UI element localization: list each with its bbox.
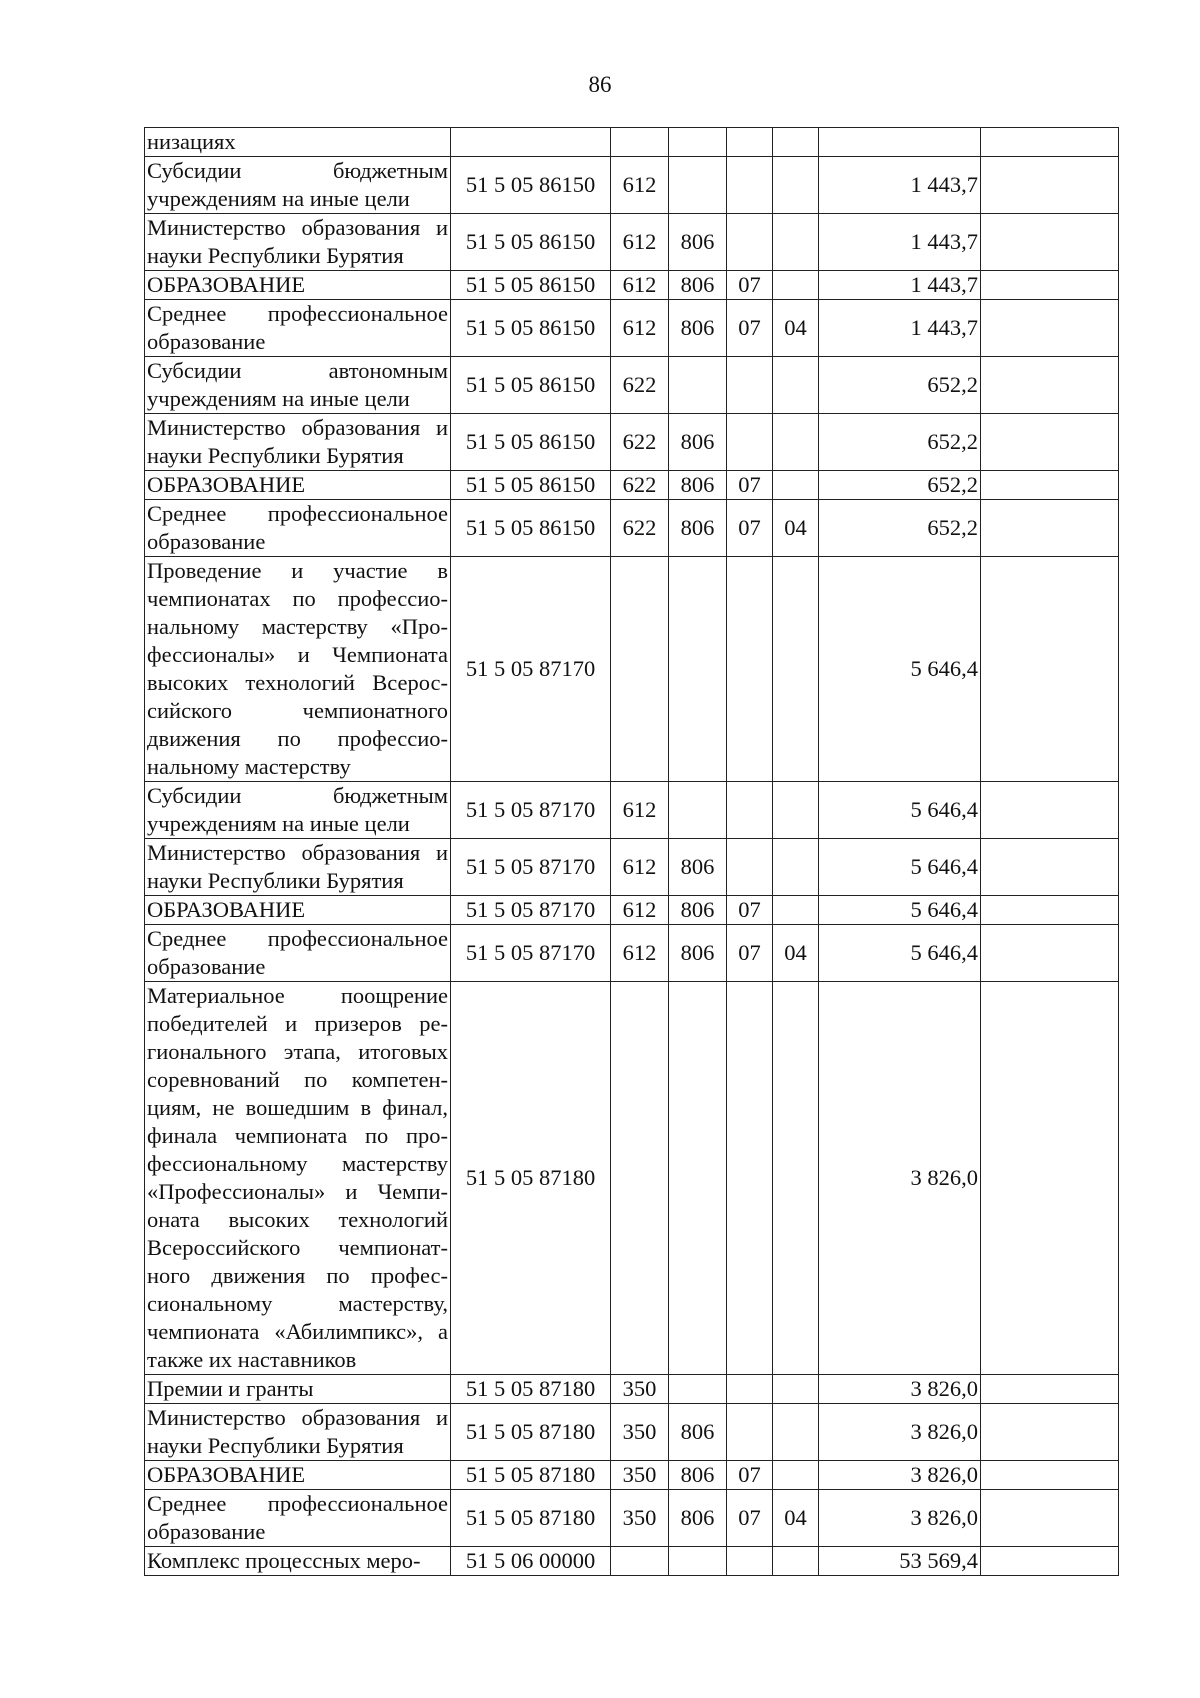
ministry-code-cell: 806 bbox=[669, 414, 727, 471]
row-name-cell: Субсидии бюджетным учреждениям на иные цели bbox=[145, 782, 451, 839]
section-cell bbox=[727, 782, 773, 839]
ministry-code-cell: 806 bbox=[669, 471, 727, 500]
section-cell bbox=[727, 414, 773, 471]
section-cell: 07 bbox=[727, 896, 773, 925]
subsection-cell bbox=[773, 1375, 819, 1404]
ministry-code-cell: 806 bbox=[669, 896, 727, 925]
section-cell: 07 bbox=[727, 1490, 773, 1547]
expense-type-cell bbox=[611, 982, 669, 1375]
row-name-cell: Министерство образования и науки Республики Бурятия bbox=[145, 414, 451, 471]
target-code-cell: 51 5 05 87170 bbox=[451, 896, 611, 925]
table-row bbox=[145, 128, 1119, 157]
amount-cell: 3 826,0 bbox=[819, 1375, 981, 1404]
extra-cell bbox=[981, 1547, 1119, 1576]
table-row bbox=[145, 357, 1119, 414]
section-cell bbox=[727, 982, 773, 1375]
expense-type-cell: 612 bbox=[611, 300, 669, 357]
table-row bbox=[145, 896, 1119, 925]
row-name-cell: ОБРАЗОВАНИЕ bbox=[145, 896, 451, 925]
ministry-code-cell: 806 bbox=[669, 500, 727, 557]
ministry-code-cell: 806 bbox=[669, 300, 727, 357]
table-row bbox=[145, 214, 1119, 271]
row-name-cell: Среднее профессиональное образование bbox=[145, 500, 451, 557]
amount-cell: 5 646,4 bbox=[819, 925, 981, 982]
expense-type-cell: 350 bbox=[611, 1375, 669, 1404]
ministry-code-cell: 806 bbox=[669, 839, 727, 896]
extra-cell bbox=[981, 1461, 1119, 1490]
target-code-cell bbox=[451, 128, 611, 157]
target-code-cell: 51 5 05 86150 bbox=[451, 271, 611, 300]
subsection-cell bbox=[773, 471, 819, 500]
section-cell bbox=[727, 1375, 773, 1404]
amount-cell: 53 569,4 bbox=[819, 1547, 981, 1576]
page-number: 86 bbox=[588, 72, 612, 97]
section-cell: 07 bbox=[727, 471, 773, 500]
row-name-cell: Министерство образования и науки Республики Бурятия bbox=[145, 839, 451, 896]
extra-cell bbox=[981, 1375, 1119, 1404]
expense-type-cell bbox=[611, 128, 669, 157]
ministry-code-cell: 806 bbox=[669, 271, 727, 300]
row-name-cell: Среднее профессиональное образование bbox=[145, 925, 451, 982]
target-code-cell: 51 5 05 86150 bbox=[451, 500, 611, 557]
row-name-cell: Субсидии автономным учреждениям на иные цели bbox=[145, 357, 451, 414]
amount-cell bbox=[819, 128, 981, 157]
ministry-code-cell bbox=[669, 128, 727, 157]
amount-cell: 652,2 bbox=[819, 471, 981, 500]
target-code-cell: 51 5 05 87180 bbox=[451, 1461, 611, 1490]
ministry-code-cell: 806 bbox=[669, 1404, 727, 1461]
target-code-cell: 51 5 05 86150 bbox=[451, 300, 611, 357]
amount-cell: 1 443,7 bbox=[819, 157, 981, 214]
ministry-code-cell: 806 bbox=[669, 1461, 727, 1490]
row-name-cell: Министерство образования и науки Республики Бурятия bbox=[145, 214, 451, 271]
subsection-cell bbox=[773, 414, 819, 471]
target-code-cell: 51 5 05 86150 bbox=[451, 471, 611, 500]
section-cell: 07 bbox=[727, 1461, 773, 1490]
table-row bbox=[145, 1461, 1119, 1490]
subsection-cell bbox=[773, 271, 819, 300]
extra-cell bbox=[981, 128, 1119, 157]
table-row bbox=[145, 557, 1119, 782]
amount-cell: 3 826,0 bbox=[819, 1461, 981, 1490]
extra-cell bbox=[981, 925, 1119, 982]
subsection-cell bbox=[773, 782, 819, 839]
table-row bbox=[145, 982, 1119, 1375]
expense-type-cell: 622 bbox=[611, 414, 669, 471]
table-row bbox=[145, 782, 1119, 839]
subsection-cell bbox=[773, 839, 819, 896]
row-name-cell: ОБРАЗОВАНИЕ bbox=[145, 1461, 451, 1490]
amount-cell: 652,2 bbox=[819, 414, 981, 471]
table-row bbox=[145, 1490, 1119, 1547]
target-code-cell: 51 5 06 00000 bbox=[451, 1547, 611, 1576]
target-code-cell: 51 5 05 86150 bbox=[451, 357, 611, 414]
table-row bbox=[145, 300, 1119, 357]
row-name-cell: Среднее профессиональное образование bbox=[145, 1490, 451, 1547]
amount-cell: 3 826,0 bbox=[819, 982, 981, 1375]
expense-type-cell: 612 bbox=[611, 839, 669, 896]
row-name-cell: Премии и гранты bbox=[145, 1375, 451, 1404]
table-row bbox=[145, 271, 1119, 300]
ministry-code-cell bbox=[669, 357, 727, 414]
table-body bbox=[145, 128, 1119, 1576]
row-name-cell: ОБРАЗОВАНИЕ bbox=[145, 471, 451, 500]
table-row bbox=[145, 1547, 1119, 1576]
expense-type-cell: 622 bbox=[611, 471, 669, 500]
subsection-cell bbox=[773, 1547, 819, 1576]
expense-type-cell: 350 bbox=[611, 1461, 669, 1490]
extra-cell bbox=[981, 782, 1119, 839]
amount-cell: 652,2 bbox=[819, 500, 981, 557]
table-row bbox=[145, 839, 1119, 896]
subsection-cell bbox=[773, 896, 819, 925]
extra-cell bbox=[981, 557, 1119, 782]
row-name-cell: ОБРАЗОВАНИЕ bbox=[145, 271, 451, 300]
target-code-cell: 51 5 05 87180 bbox=[451, 982, 611, 1375]
table-row bbox=[145, 157, 1119, 214]
table-row bbox=[145, 1404, 1119, 1461]
extra-cell bbox=[981, 157, 1119, 214]
section-cell: 07 bbox=[727, 300, 773, 357]
section-cell bbox=[727, 157, 773, 214]
row-name-cell: Материальное поощрение победителей и призеров ре-гионального этапа, итоговых соревнований по компетен-циям, не вошедшим в финал, финала чемпионата по про-фессиональному мастерству «Профессионалы» и Чемпи-оната высоких технологий Всероссийского чемпионат-ного движения по профес-сиональному мастерству, чемпионата «Абилимпикс», а также их наставников bbox=[145, 982, 451, 1375]
subsection-cell bbox=[773, 1404, 819, 1461]
amount-cell: 5 646,4 bbox=[819, 896, 981, 925]
target-code-cell: 51 5 05 87180 bbox=[451, 1404, 611, 1461]
ministry-code-cell bbox=[669, 1375, 727, 1404]
expense-type-cell: 612 bbox=[611, 157, 669, 214]
subsection-cell: 04 bbox=[773, 300, 819, 357]
row-name-cell: Проведение и участие в чемпионатах по профессио-нальному мастерству «Про-фессионалы» и Чемпионата высоких технологий Всерос-сийского чемпионатного движения по профессио-нальному мастерству bbox=[145, 557, 451, 782]
section-cell: 07 bbox=[727, 925, 773, 982]
expense-type-cell: 612 bbox=[611, 782, 669, 839]
amount-cell: 652,2 bbox=[819, 357, 981, 414]
amount-cell: 1 443,7 bbox=[819, 271, 981, 300]
extra-cell bbox=[981, 414, 1119, 471]
expense-type-cell: 612 bbox=[611, 896, 669, 925]
target-code-cell: 51 5 05 87170 bbox=[451, 782, 611, 839]
expense-type-cell: 350 bbox=[611, 1490, 669, 1547]
section-cell bbox=[727, 128, 773, 157]
expense-type-cell: 622 bbox=[611, 500, 669, 557]
section-cell bbox=[727, 557, 773, 782]
section-cell: 07 bbox=[727, 500, 773, 557]
table-row bbox=[145, 1375, 1119, 1404]
target-code-cell: 51 5 05 86150 bbox=[451, 414, 611, 471]
ministry-code-cell bbox=[669, 982, 727, 1375]
table-row bbox=[145, 500, 1119, 557]
amount-cell: 3 826,0 bbox=[819, 1490, 981, 1547]
subsection-cell bbox=[773, 128, 819, 157]
target-code-cell: 51 5 05 86150 bbox=[451, 157, 611, 214]
subsection-cell bbox=[773, 557, 819, 782]
amount-cell: 5 646,4 bbox=[819, 782, 981, 839]
subsection-cell: 04 bbox=[773, 500, 819, 557]
ministry-code-cell bbox=[669, 782, 727, 839]
table-row bbox=[145, 414, 1119, 471]
subsection-cell bbox=[773, 1461, 819, 1490]
ministry-code-cell bbox=[669, 557, 727, 782]
table-row bbox=[145, 925, 1119, 982]
extra-cell bbox=[981, 300, 1119, 357]
amount-cell: 3 826,0 bbox=[819, 1404, 981, 1461]
amount-cell: 5 646,4 bbox=[819, 839, 981, 896]
amount-cell: 1 443,7 bbox=[819, 214, 981, 271]
extra-cell bbox=[981, 896, 1119, 925]
row-name-cell: Среднее профессиональное образование bbox=[145, 300, 451, 357]
row-name-cell: Министерство образования и науки Республики Бурятия bbox=[145, 1404, 451, 1461]
expense-type-cell: 612 bbox=[611, 271, 669, 300]
subsection-cell bbox=[773, 982, 819, 1375]
target-code-cell: 51 5 05 87170 bbox=[451, 557, 611, 782]
extra-cell bbox=[981, 471, 1119, 500]
section-cell bbox=[727, 839, 773, 896]
ministry-code-cell: 806 bbox=[669, 214, 727, 271]
target-code-cell: 51 5 05 87180 bbox=[451, 1490, 611, 1547]
expense-type-cell: 622 bbox=[611, 357, 669, 414]
extra-cell bbox=[981, 500, 1119, 557]
section-cell bbox=[727, 357, 773, 414]
amount-cell: 5 646,4 bbox=[819, 557, 981, 782]
extra-cell bbox=[981, 214, 1119, 271]
ministry-code-cell: 806 bbox=[669, 1490, 727, 1547]
section-cell: 07 bbox=[727, 271, 773, 300]
subsection-cell: 04 bbox=[773, 925, 819, 982]
extra-cell bbox=[981, 839, 1119, 896]
expense-type-cell bbox=[611, 557, 669, 782]
subsection-cell bbox=[773, 157, 819, 214]
expense-type-cell: 350 bbox=[611, 1404, 669, 1461]
extra-cell bbox=[981, 357, 1119, 414]
subsection-cell bbox=[773, 357, 819, 414]
extra-cell bbox=[981, 271, 1119, 300]
section-cell bbox=[727, 1547, 773, 1576]
table-row bbox=[145, 471, 1119, 500]
target-code-cell: 51 5 05 87170 bbox=[451, 925, 611, 982]
target-code-cell: 51 5 05 86150 bbox=[451, 214, 611, 271]
section-cell bbox=[727, 1404, 773, 1461]
section-cell bbox=[727, 214, 773, 271]
row-name-cell: низациях bbox=[145, 128, 451, 157]
amount-cell: 1 443,7 bbox=[819, 300, 981, 357]
row-name-cell: Субсидии бюджетным учреждениям на иные цели bbox=[145, 157, 451, 214]
extra-cell bbox=[981, 1404, 1119, 1461]
subsection-cell bbox=[773, 214, 819, 271]
ministry-code-cell bbox=[669, 157, 727, 214]
row-name-cell: Комплекс процессных меро- bbox=[145, 1547, 451, 1576]
subsection-cell: 04 bbox=[773, 1490, 819, 1547]
expense-type-cell bbox=[611, 1547, 669, 1576]
target-code-cell: 51 5 05 87170 bbox=[451, 839, 611, 896]
ministry-code-cell: 806 bbox=[669, 925, 727, 982]
expense-type-cell: 612 bbox=[611, 214, 669, 271]
extra-cell bbox=[981, 982, 1119, 1375]
target-code-cell: 51 5 05 87180 bbox=[451, 1375, 611, 1404]
ministry-code-cell bbox=[669, 1547, 727, 1576]
budget-table bbox=[144, 127, 1119, 1576]
expense-type-cell: 612 bbox=[611, 925, 669, 982]
extra-cell bbox=[981, 1490, 1119, 1547]
